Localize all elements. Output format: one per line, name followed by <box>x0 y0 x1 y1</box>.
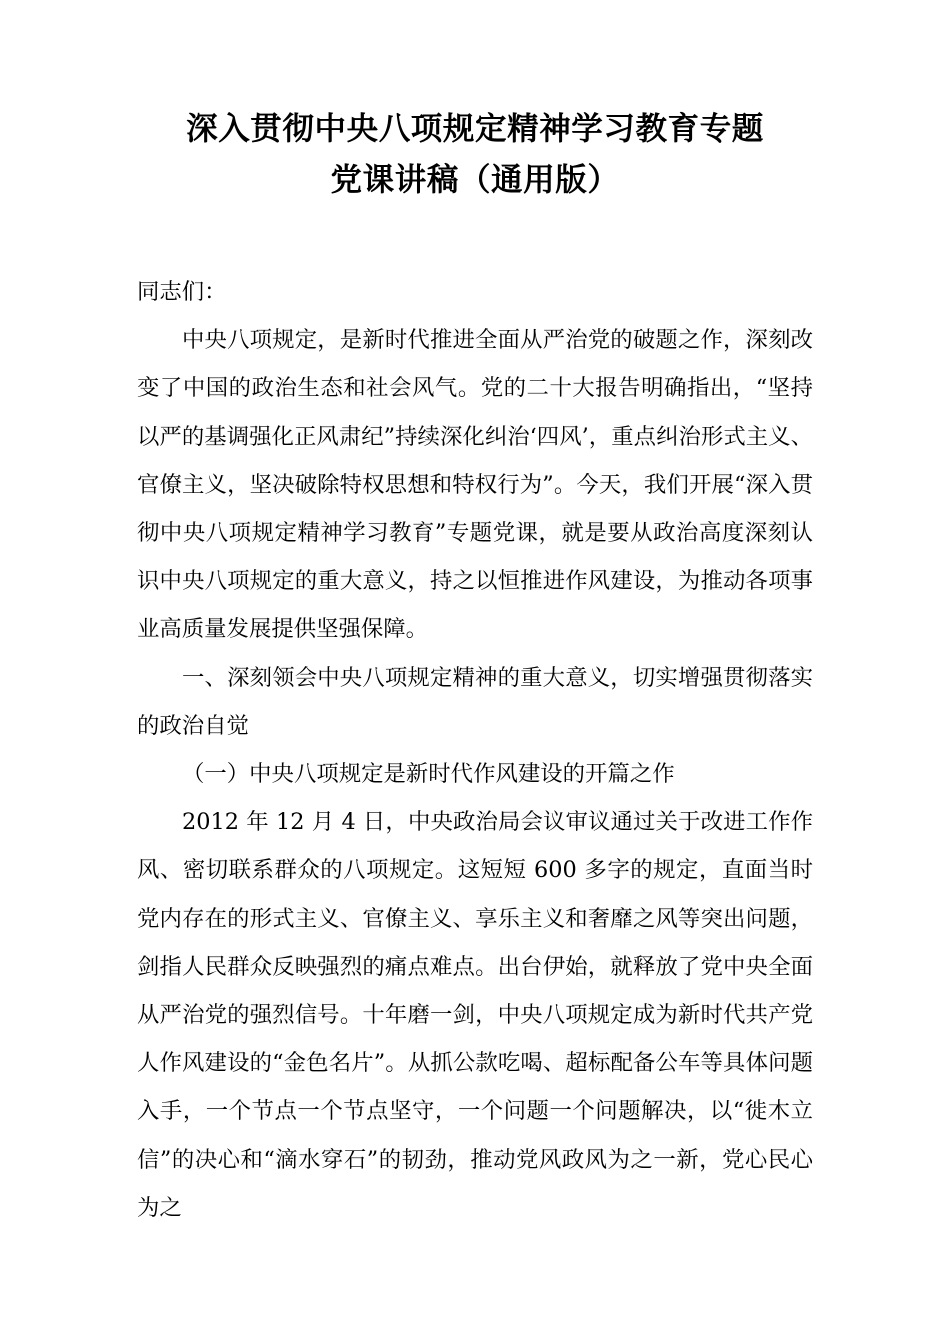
document-title <box>137 103 813 205</box>
document-title-line-1: 深入贯彻中央八项规定精神学习教育专题 <box>186 110 764 147</box>
document-body <box>137 268 813 1232</box>
salutation: 同志们： <box>137 279 227 305</box>
heading-section-1: 一、深刻领会中央八项规定精神的重大意义，切实增强贯彻落实的政治自觉 <box>137 664 813 739</box>
document-title-line-2: 党课讲稿（通用版） <box>330 161 620 198</box>
heading-subsection-1-1: （一）中央八项规定是新时代作风建设的开篇之作 <box>182 761 675 788</box>
paragraph-intro: 中央八项规定，是新时代推进全面从严治党的破题之作，深刻改变了中国的政治生态和社会风气。党的二十大报告明确指出，“坚持以严的基调强化正风肃纪”持续深化纠治‘四风’，重点纠治形式主义、官僚主义，坚决破除特权思想和特权行为”。今天，我们开展“深入贯彻中央八项规定精神学习教育”专题党课，就是要从政治高度深刻认识中央八项规定的重大意义，持之以恒推进作风建设，为推动各项事业高质量发展提供坚强保障。 <box>137 327 813 643</box>
paragraph-body-1: 2012 年 12 月 4 日，中央政治局会议审议通过关于改进工作作风、密切联系群众的八项规定。这短短 600 多字的规定，直面当时党内存在的形式主义、官僚主义、享乐主义和奢靡之风等突出问题，剑指人民群众反映强烈的痛点难点。出台伊始，就释放了党中央全面从严治党的强烈信号。十年磨一剑，中央八项规定成为新时代共产党人作风建设的“金色名片”。从抓公款吃喝、超标配备公车等具体问题入手，一个节点一个节点坚守，一个问题一个问题解决，以“徙木立信”的决心和“滴水穿石”的韧劲，推动党风政风为之一新，党心民心为之 <box>137 809 813 1221</box>
